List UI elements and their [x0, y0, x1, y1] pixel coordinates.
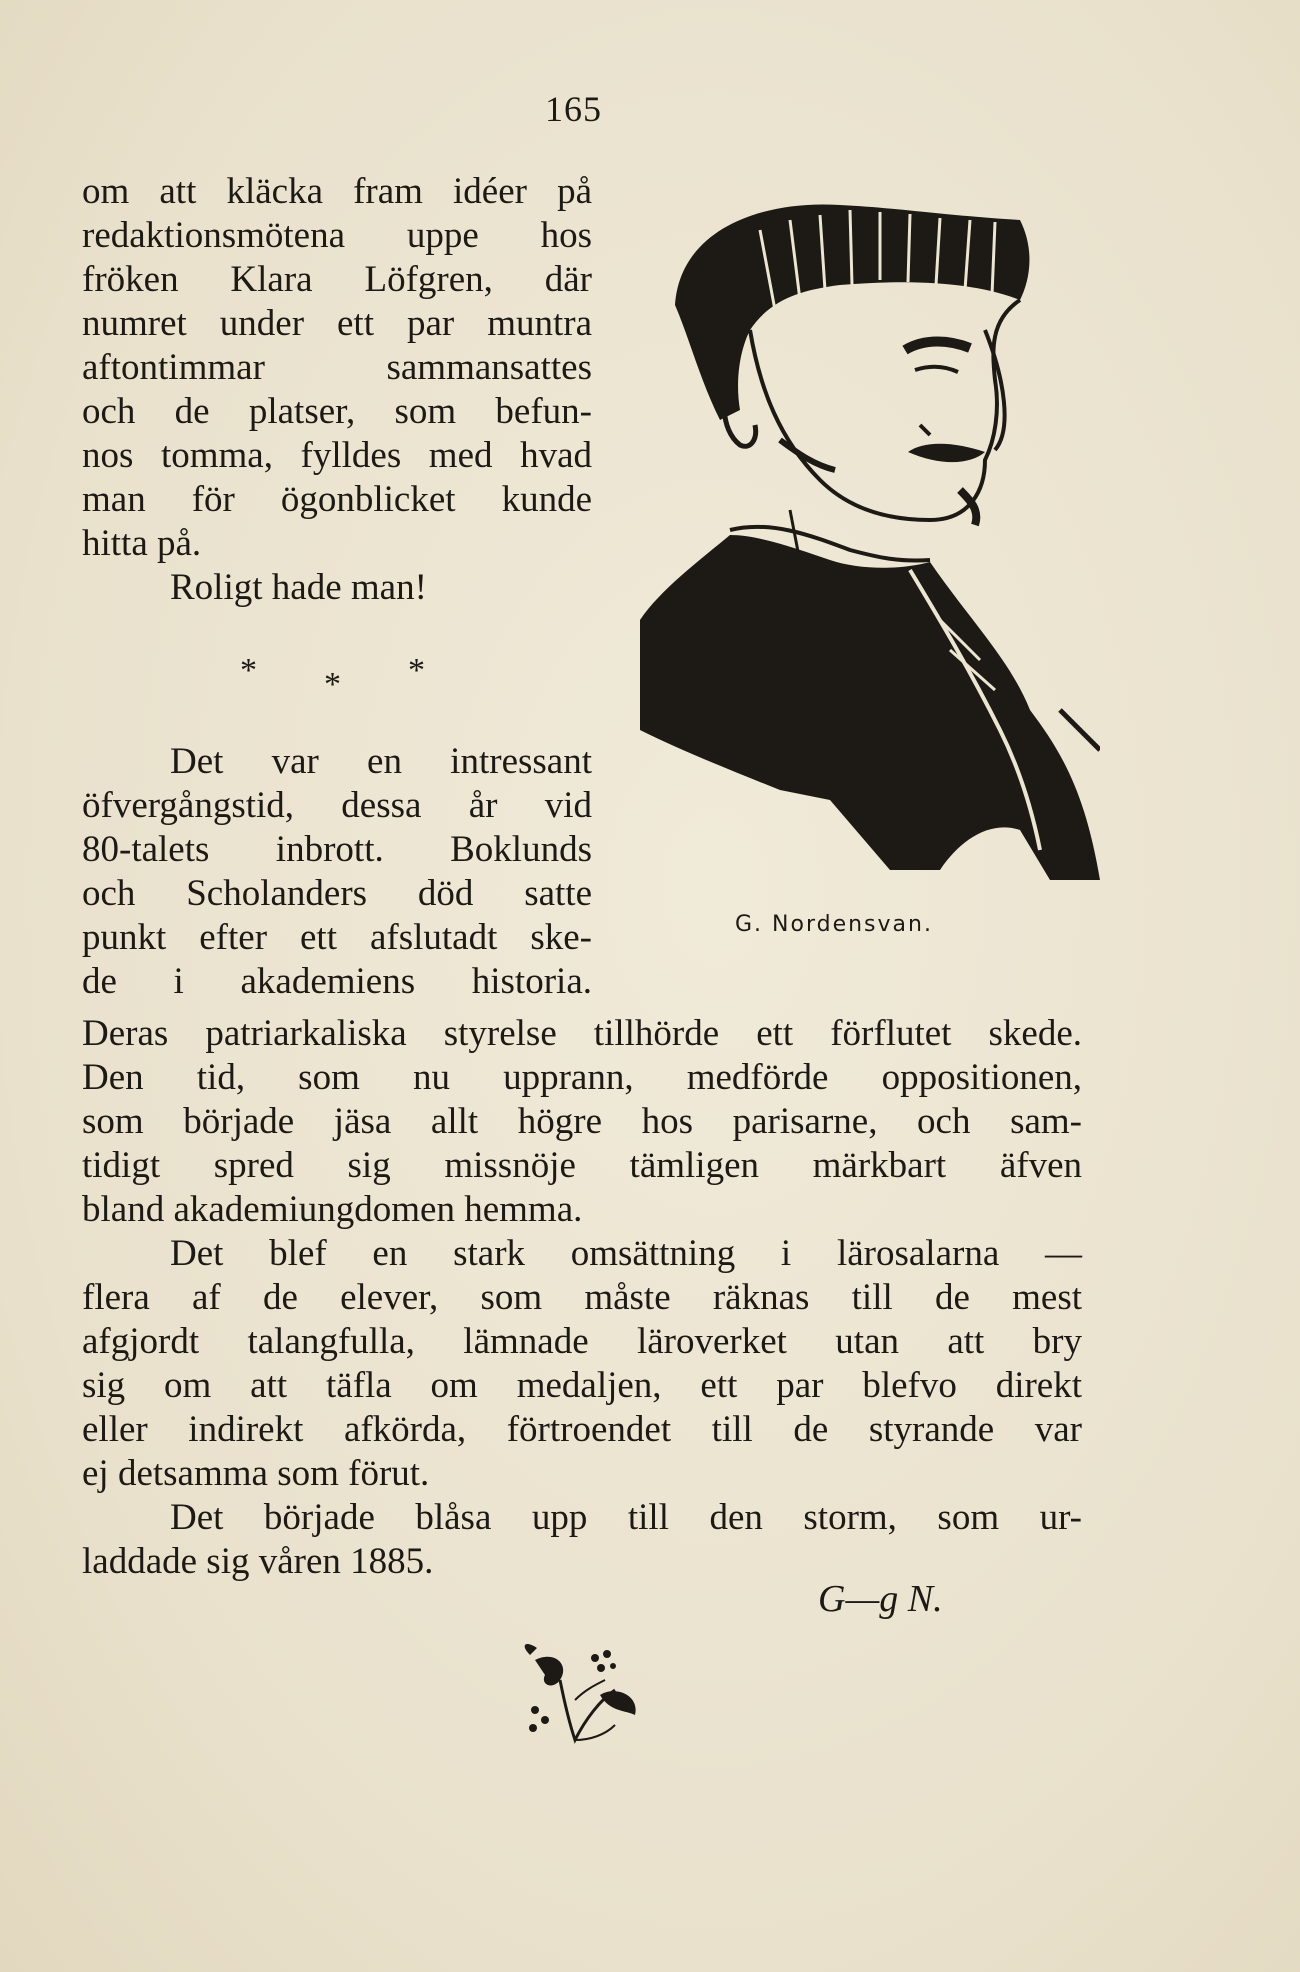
paragraph-4: [82, 1232, 1082, 1496]
star: *: [240, 652, 257, 689]
text-line: aftontimmar sammansattes: [82, 347, 592, 388]
paragraph-1: [82, 170, 592, 566]
text-line: sig om att täfla om medaljen, ett par blefvo direkt: [82, 1365, 1082, 1406]
text-line: som började jäsa allt högre hos parisarne, och sam-: [82, 1101, 1082, 1142]
text-line: man för ögonblicket kunde: [82, 479, 592, 520]
text-line: redaktionsmötena uppe hos: [82, 215, 592, 256]
text-line: flera af de elever, som måste räknas till de mest: [82, 1277, 1082, 1318]
text-line: Det började blåsa upp till den storm, som ur-: [170, 1497, 1082, 1538]
text-line: Det blef en stark omsättning i lärosalarna —: [170, 1233, 1082, 1274]
paragraph-3: [82, 740, 592, 1004]
text-line: Deras patriarkaliska styrelse tillhörde ett förflutet skede.: [82, 1013, 1082, 1054]
text-line: fröken Klara Löfgren, där: [82, 259, 592, 300]
text-line: numret under ett par muntra: [82, 303, 592, 344]
text-line: hitta på.: [82, 523, 202, 564]
paragraph-2: [82, 566, 592, 610]
text-line: laddade sig våren 1885.: [82, 1541, 434, 1582]
text-line: eller indirekt afkörda, förtroendet till de styrande var: [82, 1409, 1082, 1450]
page-number: 165: [545, 89, 602, 129]
text-line: Roligt hade man!: [170, 567, 427, 608]
paragraph-3-continued: [82, 1012, 1082, 1232]
illustration-caption: G. Nordensvan.: [735, 912, 933, 937]
text-line: öfvergångstid, dessa år vid: [82, 785, 592, 826]
text-line: om att kläcka fram idéer på: [82, 171, 592, 212]
text-line: 80-talets inbrott. Boklunds: [82, 829, 592, 870]
section-divider-stars: [240, 652, 450, 702]
text-line: afgjordt talangfulla, lämnade läroverket utan att bry: [82, 1321, 1082, 1362]
text-line: ej detsamma som förut.: [82, 1453, 430, 1494]
text-line: punkt efter ett afslutadt ske-: [82, 917, 592, 958]
text-line: bland akademiungdomen hemma.: [82, 1189, 583, 1230]
star: *: [324, 666, 341, 703]
text-line: Den tid, som nu upprann, medförde oppositionen,: [82, 1057, 1082, 1098]
text-line: och Scholanders död satte: [82, 873, 592, 914]
text-line: de i akademiens historia.: [82, 961, 592, 1002]
floral-ornament-icon: [515, 1640, 655, 1750]
paragraph-5: [82, 1496, 1082, 1584]
text-line: tidigt spred sig missnöje tämligen märkbart äfven: [82, 1145, 1082, 1186]
portrait-illustration: [640, 190, 1100, 880]
text-line: nos tomma, fylldes med hvad: [82, 435, 592, 476]
author-signature: G—g N.: [818, 1578, 943, 1620]
text-line: Det var en intressant: [170, 741, 592, 782]
star: *: [408, 652, 425, 689]
text-line: och de platser, som befun-: [82, 391, 592, 432]
